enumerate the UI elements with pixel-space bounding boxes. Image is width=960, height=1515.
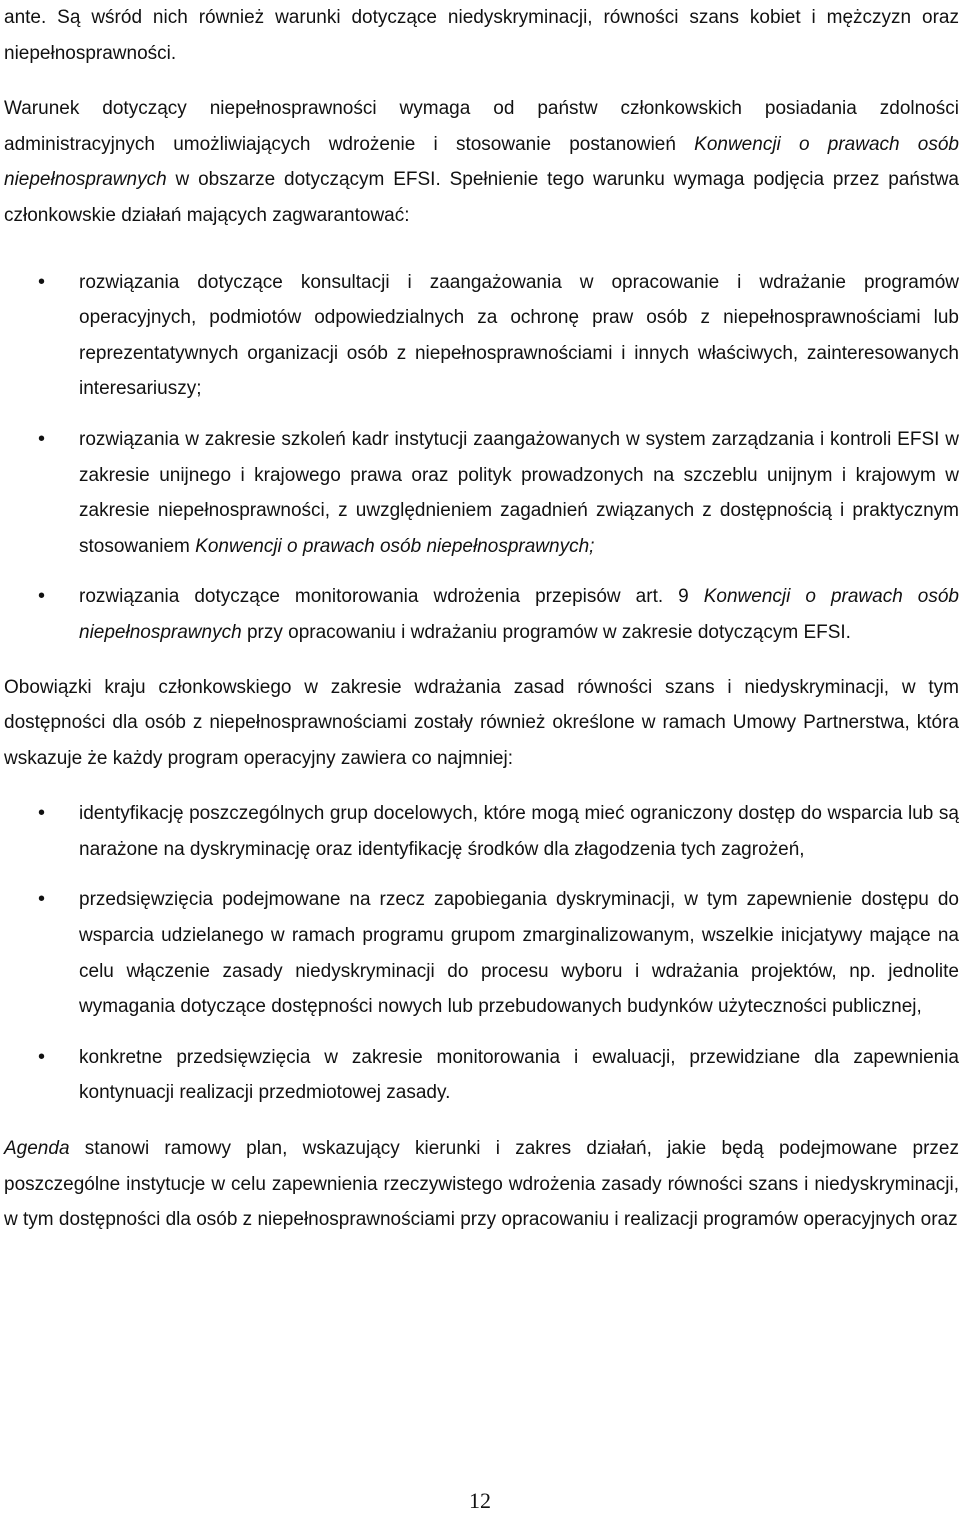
- paragraph-text: w obszarze dotyczącym EFSI. Spełnienie tego warunku wymaga podjęcia przez państwa członkowskie działań mających zagwarantować:: [4, 169, 959, 226]
- list-item: [4, 1040, 959, 1111]
- list-item-text: konkretne przedsięwzięcia w zakresie monitorowania i ewaluacji, przewidziane dla zapewnienia kontynuacji realizacji przedmiotowej zasady.: [79, 1046, 959, 1104]
- bullet-icon: •: [38, 585, 46, 608]
- bullet-icon: •: [38, 888, 46, 911]
- paragraph-intro-continuation: ante. Są wśród nich również warunki dotyczące niedyskryminacji, równości szans kobiet i mężczyzn oraz niepełnosprawności.: [4, 7, 959, 64]
- paragraph-agenda: [4, 1131, 959, 1238]
- bullet-list-program-contents: [4, 796, 959, 1111]
- paragraph-disability-condition: [4, 91, 959, 233]
- bullet-icon: •: [38, 427, 46, 450]
- convention-title-italic: Konwencji o prawach osób niepełnosprawnych: [79, 586, 959, 643]
- paragraph-text: stanowi ramowy plan, wskazujący kierunki i zakres działań, jakie będą podejmowane przez poszczególne instytucje w celu zapewnienia rzeczywistego wdrożenia zasady równości szans i niedyskryminacji, w tym dostępności dla osób z niepełnosprawnościami przy opracowaniu i realizacji programów operacyjnych oraz: [4, 1138, 959, 1231]
- bullet-icon: •: [38, 1045, 46, 1068]
- paragraph-text: Warunek dotyczący niepełnosprawności wymaga od państw członkowskich posiadania zdolności administracyjnych umożliwiających wdrożenie i stosowanie postanowień: [4, 98, 959, 155]
- paragraph-member-state-obligations: Obowiązki kraju członkowskiego w zakresie wdrażania zasad równości szans i niedyskryminacji, w tym dostępności dla osób z niepełnosprawnościami zostały również określone w ramach Umowy Partnerstwa, która wskazuje że każdy program operacyjny zawiera co najmniej:: [4, 676, 959, 769]
- list-item-text: identyfikację poszczególnych grup docelowych, które mogą mieć ograniczony dostęp do wsparcia lub są narażone na dyskryminację oraz identyfikację środków dla złagodzenia tych zagrożeń,: [79, 803, 959, 860]
- bullet-list-requirements: [4, 265, 959, 651]
- list-item: [4, 796, 959, 867]
- agenda-italic: Agenda: [4, 1138, 70, 1160]
- list-item-text: rozwiązania dotyczące monitorowania wdrożenia przepisów art. 9: [79, 586, 704, 608]
- document-page: [4, 0, 959, 1238]
- list-item: [4, 265, 959, 407]
- list-item: [4, 579, 959, 650]
- list-item-text: przedsięwzięcia podejmowane na rzecz zapobiegania dyskryminacji, w tym zapewnienie dostępu do wsparcia udzielanego w ramach programu grupom zmarginalizowanym, wszelkie inicjatywy mające na celu włączenie zasady niedyskryminacji do procesu wyboru i wdrażania projektów, np. jednolite wymagania dotyczące dostępności nowych lub przebudowanych budynków użyteczności publicznej,: [79, 889, 959, 1018]
- list-item-text: rozwiązania w zakresie szkoleń kadr instytucji zaangażowanych w system zarządzania i kontroli EFSI w zakresie unijnego i krajowego prawa oraz polityk prowadzonych na szczeblu unijnym i krajowym w zakresie niepełnosprawności, z uwzględnieniem zagadnień związanych z dostępnością i praktycznym stosowaniem: [79, 428, 959, 557]
- bullet-icon: •: [38, 802, 46, 825]
- list-item-text: przy opracowaniu i wdrażaniu programów w zakresie dotyczącym EFSI.: [241, 621, 851, 643]
- list-item: [4, 422, 959, 564]
- bullet-icon: •: [38, 270, 46, 293]
- convention-title-italic: Konwencji o prawach osób niepełnosprawnych;: [195, 535, 595, 557]
- list-item-text: rozwiązania dotyczące konsultacji i zaangażowania w opracowanie i wdrażanie programów operacyjnych, podmiotów odpowiedzialnych za ochronę praw osób z niepełnosprawnościami lub reprezentatywnych organizacji osób z niepełnosprawnościami i innych właściwych, zainteresowanych interesariuszy;: [79, 271, 959, 400]
- convention-title-italic: Konwencji o prawach osób niepełnosprawnych: [4, 133, 959, 191]
- list-item: [4, 882, 959, 1024]
- page-number: 12: [469, 1488, 491, 1513]
